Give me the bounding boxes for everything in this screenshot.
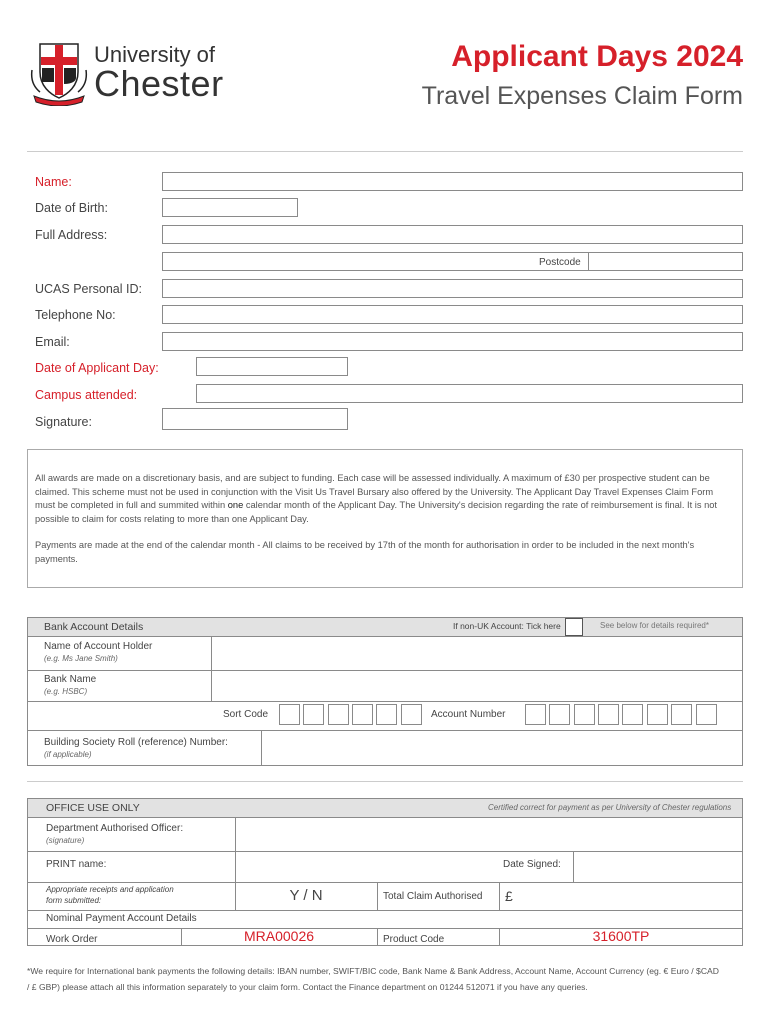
telephone-field[interactable] xyxy=(162,305,743,324)
print-name-label: PRINT name: xyxy=(46,859,107,870)
non-uk-checkbox[interactable] xyxy=(565,618,583,636)
notice-paragraph-2: Payments are made at the end of the calendar month - All claims to be received by 17th of the month for authorisation in order to be included in the next month's payments. xyxy=(35,540,695,564)
name-label: Name: xyxy=(35,175,72,189)
ucas-label: UCAS Personal ID: xyxy=(35,282,142,296)
receipts-yn-field[interactable]: Y / N xyxy=(289,887,323,904)
total-claim-label: Total Claim Authorised xyxy=(383,891,483,902)
university-logo xyxy=(30,40,240,106)
dob-field[interactable] xyxy=(162,198,298,217)
dob-label: Date of Birth: xyxy=(35,201,108,215)
work-order-value[interactable]: MRA00026 xyxy=(243,928,315,944)
account-number-cell-3[interactable] xyxy=(574,704,595,725)
officer-label: Department Authorised Officer: xyxy=(46,823,184,834)
pound-sign: £ xyxy=(505,888,513,904)
certified-text: Certified correct for payment as per University of Chester regulations xyxy=(488,803,732,812)
officer-signature-field[interactable] xyxy=(236,818,742,850)
account-number-cell-8[interactable] xyxy=(696,704,717,725)
sort-code-cell-1[interactable] xyxy=(279,704,300,725)
roll-label: Building Society Roll (reference) Number: xyxy=(44,737,228,748)
nominal-label: Nominal Payment Account Details xyxy=(46,913,197,924)
date-signed-field[interactable] xyxy=(574,852,742,881)
sort-code-cell-6[interactable] xyxy=(401,704,422,725)
telephone-label: Telephone No: xyxy=(35,308,116,322)
roll-hint: (if applicable) xyxy=(44,750,92,759)
header-divider xyxy=(27,151,743,152)
total-claim-field[interactable] xyxy=(500,883,742,909)
sort-code-cell-3[interactable] xyxy=(328,704,349,725)
notice-text-1-end: calendar month of the Applicant Day. The University's decision regarding the rate of reimbursement is final. It is not possible to claim for costs relating to more than one Applicant Day. xyxy=(35,500,718,524)
holder-hint: (e.g. Ms Jane Smith) xyxy=(44,654,118,663)
officer-hint: (signature) xyxy=(46,836,85,845)
address-label: Full Address: xyxy=(35,228,108,242)
roll-field[interactable] xyxy=(262,731,742,765)
applicant-day-label: Date of Applicant Day: xyxy=(35,361,159,375)
receipts-label-2: form submitted: xyxy=(46,896,102,905)
print-name-field[interactable] xyxy=(236,852,501,881)
bank-row-divider-3 xyxy=(28,701,742,702)
bank-title: Bank Account Details xyxy=(44,621,144,633)
university-name-line2: Chester xyxy=(94,63,224,104)
office-section xyxy=(27,798,743,946)
ucas-field[interactable] xyxy=(162,279,743,298)
postcode-label: Postcode xyxy=(539,257,581,268)
bank-section xyxy=(27,617,743,766)
footer-note-line2: / £ GBP) please attach all this information separately to your claim form. Contact the Finance department on 01244 512071 if you have any queries. xyxy=(27,982,588,992)
name-field[interactable] xyxy=(162,172,743,191)
account-number-cell-7[interactable] xyxy=(671,704,692,725)
bank-name-label: Bank Name xyxy=(44,674,97,685)
applicant-day-field[interactable] xyxy=(196,357,348,376)
receipts-label-1: Appropriate receipts and application xyxy=(46,885,174,894)
sort-code-cell-2[interactable] xyxy=(303,704,324,725)
sort-code-cell-5[interactable] xyxy=(376,704,397,725)
holder-label: Name of Account Holder xyxy=(44,641,153,652)
page-title: Applicant Days 2024 xyxy=(451,40,743,73)
footer-note-line1: *We require for International bank payments the following details: IBAN number, SWIFT/BIC code, Bank Name & Bank Address, Account Name, Account Currency (eg. € Euro / $CAD xyxy=(27,966,719,976)
notice-emphasis: one xyxy=(227,500,244,510)
section-divider xyxy=(27,781,743,782)
office-title: OFFICE USE ONLY xyxy=(46,802,140,814)
signature-label: Signature: xyxy=(35,415,92,429)
account-number-cell-1[interactable] xyxy=(525,704,546,725)
sort-code-label: Sort Code xyxy=(223,709,269,720)
work-order-label: Work Order xyxy=(46,934,98,945)
see-below-label: See below for details required* xyxy=(600,621,709,630)
email-field[interactable] xyxy=(162,332,743,351)
postcode-divider xyxy=(588,252,589,271)
campus-field[interactable] xyxy=(196,384,743,403)
notice-box xyxy=(27,449,743,588)
account-number-cell-6[interactable] xyxy=(647,704,668,725)
office-row-divider-4 xyxy=(28,910,742,911)
non-uk-label: If non-UK Account: Tick here xyxy=(453,621,561,631)
email-label: Email: xyxy=(35,335,70,349)
product-code-value[interactable]: 31600TP xyxy=(592,928,650,944)
campus-label: Campus attended: xyxy=(35,388,138,402)
bank-name-field[interactable] xyxy=(212,671,742,700)
notice-paragraph-1 xyxy=(35,472,733,526)
account-number-cell-2[interactable] xyxy=(549,704,570,725)
account-number-cell-4[interactable] xyxy=(598,704,619,725)
signature-field[interactable] xyxy=(162,408,348,430)
total-field-divider-left xyxy=(377,882,378,910)
address-field-line2[interactable] xyxy=(162,252,743,271)
product-code-label: Product Code xyxy=(383,934,445,945)
page-subtitle: Travel Expenses Claim Form xyxy=(421,82,743,110)
address-field[interactable] xyxy=(162,225,743,244)
crest-icon xyxy=(30,40,88,106)
account-number-label: Account Number xyxy=(431,709,506,720)
holder-field[interactable] xyxy=(212,637,742,669)
account-number-cell-5[interactable] xyxy=(622,704,643,725)
date-signed-label: Date Signed: xyxy=(503,859,561,870)
notice-text-1: All awards are made on a discretionary basis, and are subject to funding. Each case will be assessed individually. A maximum of £30 per prospective student can be claimed. This scheme must not be used in conjunction with the Visit Us Travel Bursary also offered by the University. The Applicant Day Travel Expenses Claim Form must be completed in full and summited within xyxy=(35,473,714,510)
bank-name-hint: (e.g. HSBC) xyxy=(44,687,88,696)
sort-code-cell-4[interactable] xyxy=(352,704,373,725)
university-name-line1: University of xyxy=(94,42,216,67)
work-order-divider-right xyxy=(377,928,378,945)
